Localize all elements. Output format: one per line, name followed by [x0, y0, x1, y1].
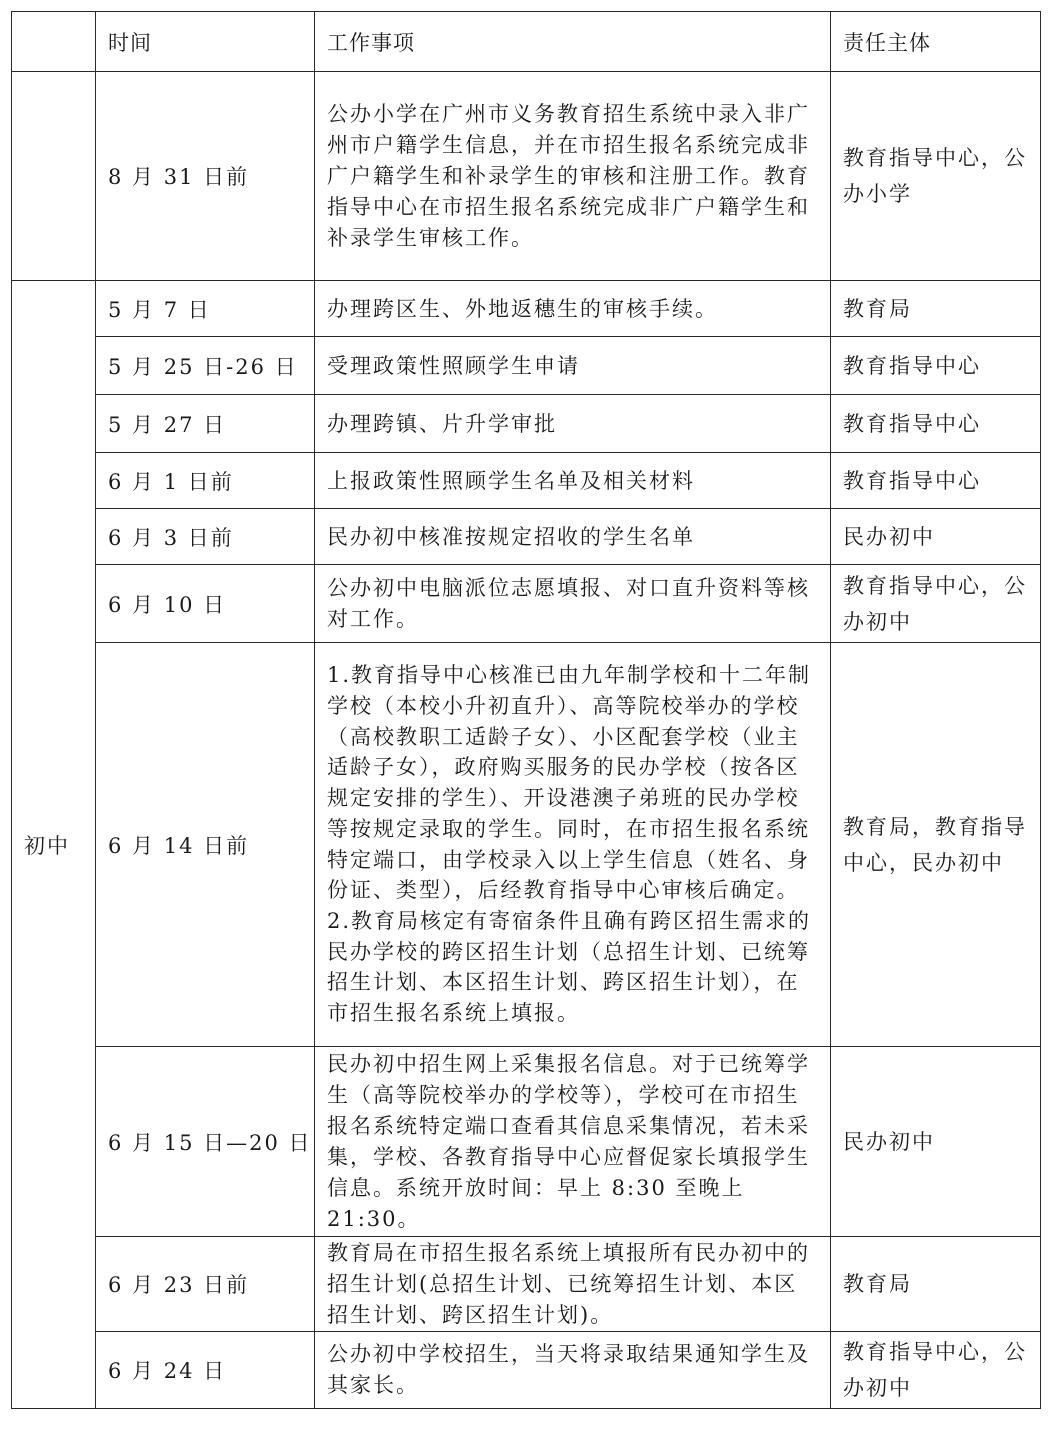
row-time: 5 月 7 日 — [96, 281, 315, 337]
row-time: 6 月 24 日 — [96, 1332, 315, 1409]
row-task: 办理跨镇、片升学审批 — [315, 395, 831, 453]
header-category — [12, 12, 96, 72]
table-row — [12, 1237, 1041, 1332]
row-time: 6 月 23 日前 — [96, 1237, 315, 1332]
row-responsible: 教育指导中心 — [831, 337, 1041, 395]
row-time: 6 月 15 日—20 日 — [96, 1047, 315, 1237]
row-task: 教育局在市招生报名系统上填报所有民办初中的招生计划(总招生计划、已统筹招生计划、本区招生计划、跨区招生计划)。 — [315, 1237, 831, 1332]
row-time: 5 月 27 日 — [96, 395, 315, 453]
row-task: 公办小学在广州市义务教育招生系统中录入非广州市户籍学生信息，并在市招生报名系统完成非广户籍学生和补录学生的审核和注册工作。教育指导中心在市招生报名系统完成非广户籍学生和补录学生审核工作。 — [315, 72, 831, 281]
row-task: 民办初中招生网上采集报名信息。对于已统筹学生（高等院校举办的学校等），学校可在市招生报名系统特定端口查看其信息采集情况，若未采集，学校、各教育指导中心应督促家长填报学生信息。系统开放时间：早上 8:30 至晚上 21:30。 — [315, 1047, 831, 1237]
row-responsible: 教育指导中心，公办小学 — [831, 72, 1041, 281]
row-time: 5 月 25 日-26 日 — [96, 337, 315, 395]
row-task: 公办初中电脑派位志愿填报、对口直升资料等核对工作。 — [315, 565, 831, 643]
table-row — [12, 565, 1041, 643]
header-responsible: 责任主体 — [831, 12, 1041, 72]
row-task — [315, 643, 831, 1047]
row-task: 办理跨区生、外地返穗生的审核手续。 — [315, 281, 831, 337]
row-responsible: 教育指导中心 — [831, 395, 1041, 453]
task-paragraph-1: 1.教育指导中心核准已由九年制学校和十二年制学校（本校小升初直升）、高等院校举办的学校（高校教职工适龄子女）、小区配套学校（业主适龄子女），政府购买服务的民办学校（按各区规定安排的学生）、开设港澳子弟班的民办学校等按规定录取的学生。同时，在市招生报名系统特定端口，由学校录入以上学生信息（姓名、身份证、类型），后经教育指导中心审核后确定。 — [327, 663, 812, 903]
table-row — [12, 72, 1041, 281]
table-row — [12, 509, 1041, 565]
table-row — [12, 1332, 1041, 1409]
row-time: 8 月 31 日前 — [96, 72, 315, 281]
table-row — [12, 453, 1041, 509]
row-task: 受理政策性照顾学生申请 — [315, 337, 831, 395]
schedule-table — [11, 11, 1041, 1409]
row-task: 上报政策性照顾学生名单及相关材料 — [315, 453, 831, 509]
header-time: 时间 — [96, 12, 315, 72]
task-paragraph-2: 2.教育局核定有寄宿条件且确有跨区招生需求的民办学校的跨区招生计划（总招生计划、已统筹招生计划、本区招生计划、跨区招生计划），在市招生报名系统上填报。 — [327, 908, 812, 1026]
row-responsible: 教育指导中心，公办初中 — [831, 565, 1041, 643]
row-time: 6 月 1 日前 — [96, 453, 315, 509]
group-junior: 初中 — [12, 281, 96, 1409]
table-row — [12, 337, 1041, 395]
row-responsible: 教育局 — [831, 281, 1041, 337]
group-primary — [12, 72, 96, 281]
row-responsible: 教育局 — [831, 1237, 1041, 1332]
row-task: 民办初中核准按规定招收的学生名单 — [315, 509, 831, 565]
table-row — [12, 1047, 1041, 1237]
table-row — [12, 643, 1041, 1047]
row-responsible: 教育局，教育指导中心，民办初中 — [831, 643, 1041, 1047]
row-time: 6 月 14 日前 — [96, 643, 315, 1047]
row-time: 6 月 10 日 — [96, 565, 315, 643]
row-responsible: 民办初中 — [831, 1047, 1041, 1237]
row-responsible: 教育指导中心，公办初中 — [831, 1332, 1041, 1409]
table-row — [12, 395, 1041, 453]
header-task: 工作事项 — [315, 12, 831, 72]
row-responsible: 教育指导中心 — [831, 453, 1041, 509]
row-time: 6 月 3 日前 — [96, 509, 315, 565]
header-row — [12, 12, 1041, 72]
row-task: 公办初中学校招生，当天将录取结果通知学生及其家长。 — [315, 1332, 831, 1409]
row-responsible: 民办初中 — [831, 509, 1041, 565]
table-row — [12, 281, 1041, 337]
